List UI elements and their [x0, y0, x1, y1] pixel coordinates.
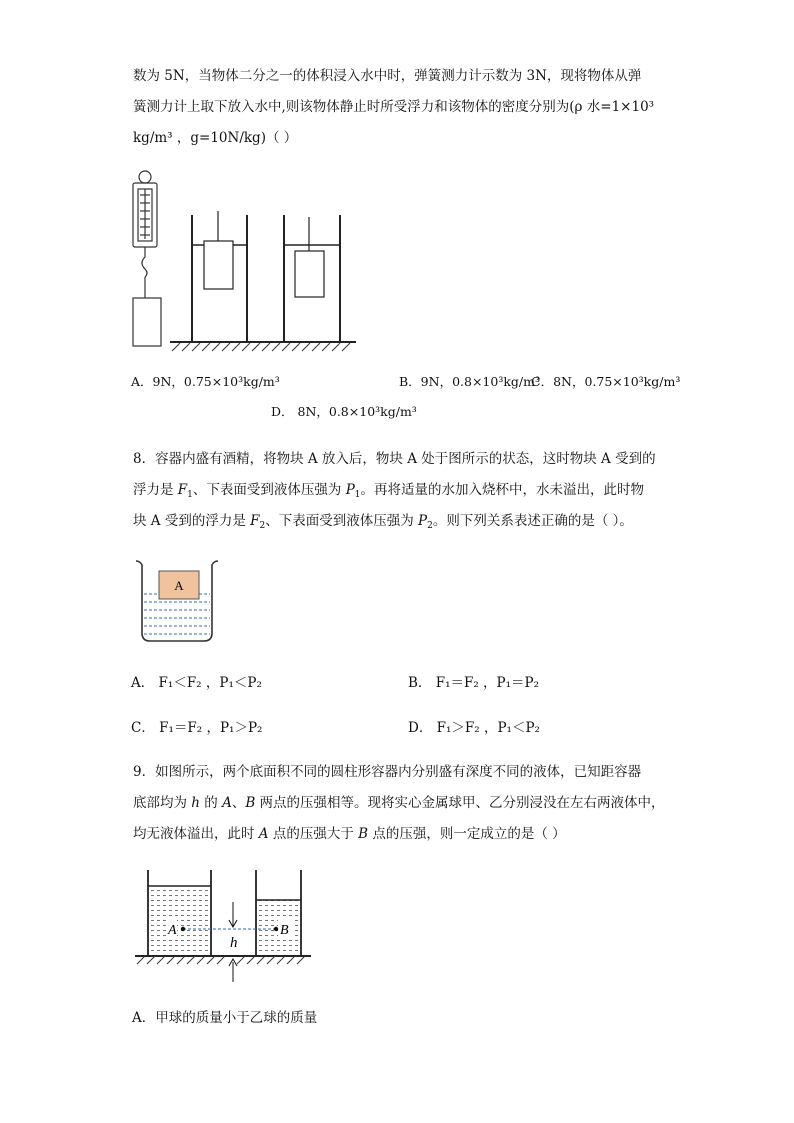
q8-option-d[interactable]: D． F₁＞F₂ ，P₁＜P₂: [408, 720, 540, 736]
q7-option-c[interactable]: C．8N，0.75×10³kg/m³: [531, 374, 681, 389]
q9-option-a[interactable]: A．甲球的质量小于乙球的质量: [132, 1010, 318, 1026]
q8-option-c[interactable]: C． F₁＝F₂ ，P₁＞P₂: [131, 720, 263, 736]
q9-text-line-1: 9．如图所示，两个底面积不同的圆柱形容器内分别盛有深度不同的液体，已知距容器: [133, 764, 642, 780]
block-a-label: A: [174, 578, 184, 593]
q9-text-line-2: 底部均为 h 的 A、B 两点的压强相等。现将实心金属球甲、乙分别浸没在左右两液体中，: [133, 795, 665, 811]
beakers-icon: [170, 211, 356, 342]
liquid-lines-icon: [144, 594, 210, 634]
spring-scale-icon: [133, 171, 161, 346]
q8-text-line-3: 块 A 受到的浮力是 $F_2$、下表面受到液体压强为 $P_2$。则下列关系表述正确的是（ ）。: [133, 513, 633, 531]
q7-option-b[interactable]: B．9N，0.8×10³kg/m³: [399, 374, 540, 389]
q7-text-line-3: kg/m³ ，g=10N/kg)（ ）: [133, 130, 298, 146]
q7-text-line-2: 簧测力计上取下放入水中,则该物体静止时所受浮力和该物体的密度分别为(ρ 水=1×10³: [133, 99, 655, 115]
height-h-label: h: [230, 935, 238, 951]
q9-containers-figure: [133, 868, 313, 984]
point-a-label: A: [168, 923, 177, 938]
q7-figure: [128, 165, 360, 355]
q8-beaker-figure: [134, 559, 224, 645]
point-b-label: B: [280, 923, 289, 938]
q8-text-line-2: 浮力是 $F_1$、下表面受到液体压强为 $P_1$。再将适量的水加入烧杯中，水未溢出，此时物: [133, 482, 645, 500]
q7-text-line-1: 数为 5N，当物体二分之一的体积浸入水中时，弹簧测力计示数为 3N，现将物体从弹: [133, 68, 642, 84]
q9-text-line-3: 均无液体溢出，此时 A 点的压强大于 B 点的压强，则一定成立的是（ ）: [133, 826, 566, 842]
q7-option-d[interactable]: D． 8N，0.8×10³kg/m³: [271, 404, 417, 419]
q7-option-a[interactable]: A．9N，0.75×10³kg/m³: [131, 374, 280, 389]
ground-hatch-icon: [172, 343, 350, 351]
q8-option-b[interactable]: B． F₁＝F₂ ，P₁＝P₂: [408, 675, 540, 691]
q8-text-line-1: 8．容器内盛有酒精，将物块 A 放入后，物块 A 处于图所示的状态，这时物块 A 受到的: [133, 451, 656, 467]
q8-option-a[interactable]: A． F₁＜F₂ ，P₁＜P₂: [131, 675, 262, 691]
